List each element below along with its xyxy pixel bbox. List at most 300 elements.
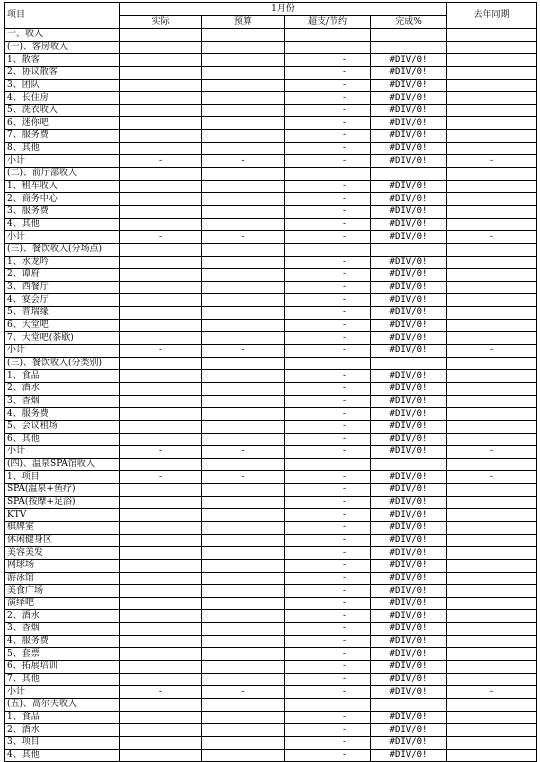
cell-variance[interactable]: -	[285, 648, 371, 661]
cell-actual[interactable]	[120, 382, 202, 395]
cell-last-year[interactable]	[447, 610, 537, 623]
cell-budget[interactable]	[202, 66, 285, 79]
cell-completion[interactable]: #DIV/0!	[371, 496, 447, 509]
cell-budget[interactable]	[202, 117, 285, 130]
cell-actual[interactable]	[120, 357, 202, 370]
cell-actual[interactable]: -	[120, 231, 202, 244]
cell-variance[interactable]	[285, 243, 371, 256]
cell-budget[interactable]	[202, 648, 285, 661]
cell-last-year[interactable]	[447, 698, 537, 711]
cell-last-year[interactable]	[447, 294, 537, 307]
cell-actual[interactable]	[120, 66, 202, 79]
cell-actual[interactable]	[120, 307, 202, 320]
cell-actual[interactable]	[120, 193, 202, 206]
table-row	[5, 749, 537, 762]
cell-variance[interactable]	[285, 168, 371, 181]
cell-completion[interactable]: #DIV/0!	[371, 382, 447, 395]
cell-budget[interactable]	[202, 698, 285, 711]
cell-budget[interactable]	[202, 357, 285, 370]
cell-variance[interactable]: -	[285, 104, 371, 117]
cell-completion[interactable]: #DIV/0!	[371, 281, 447, 294]
cell-budget[interactable]	[202, 395, 285, 408]
cell-last-year[interactable]	[447, 92, 537, 105]
cell-last-year[interactable]	[447, 243, 537, 256]
cell-variance[interactable]: -	[285, 521, 371, 534]
cell-budget[interactable]	[202, 711, 285, 724]
cell-variance[interactable]: -	[285, 92, 371, 105]
cell-budget[interactable]	[202, 370, 285, 383]
cell-completion[interactable]: #DIV/0!	[371, 433, 447, 446]
cell-actual[interactable]	[120, 41, 202, 54]
cell-actual[interactable]	[120, 130, 202, 143]
cell-last-year[interactable]	[447, 79, 537, 92]
cell-budget[interactable]	[202, 29, 285, 42]
cell-variance[interactable]	[285, 458, 371, 471]
cell-actual[interactable]	[120, 180, 202, 193]
cell-actual[interactable]: -	[120, 686, 202, 699]
cell-variance[interactable]: -	[285, 370, 371, 383]
cell-variance[interactable]: -	[285, 686, 371, 699]
cell-budget[interactable]	[202, 420, 285, 433]
cell-last-year[interactable]	[447, 661, 537, 674]
cell-last-year[interactable]	[447, 521, 537, 534]
cell-last-year[interactable]	[447, 395, 537, 408]
cell-last-year[interactable]	[447, 597, 537, 610]
cell-actual[interactable]	[120, 534, 202, 547]
cell-budget[interactable]	[202, 673, 285, 686]
cell-completion[interactable]: #DIV/0!	[371, 749, 447, 762]
cell-completion[interactable]: #DIV/0!	[371, 269, 447, 282]
cell-variance[interactable]: -	[285, 345, 371, 358]
cell-last-year[interactable]	[447, 433, 537, 446]
cell-completion[interactable]: #DIV/0!	[371, 345, 447, 358]
cell-last-year[interactable]	[447, 41, 537, 54]
cell-last-year[interactable]	[447, 104, 537, 117]
cell-budget[interactable]	[202, 307, 285, 320]
cell-actual[interactable]	[120, 736, 202, 749]
cell-variance[interactable]: -	[285, 661, 371, 674]
cell-actual[interactable]	[120, 597, 202, 610]
cell-completion[interactable]: #DIV/0!	[371, 648, 447, 661]
cell-actual[interactable]	[120, 256, 202, 269]
cell-variance[interactable]	[285, 698, 371, 711]
cell-variance[interactable]: -	[285, 294, 371, 307]
cell-completion[interactable]: #DIV/0!	[371, 610, 447, 623]
cell-actual[interactable]: -	[120, 155, 202, 168]
cell-last-year[interactable]	[447, 281, 537, 294]
cell-variance[interactable]: -	[285, 471, 371, 484]
cell-last-year[interactable]	[447, 205, 537, 218]
cell-last-year[interactable]	[447, 168, 537, 181]
cell-last-year[interactable]	[447, 534, 537, 547]
row-label: 美容美发	[5, 547, 120, 560]
cell-variance[interactable]: -	[285, 218, 371, 231]
cell-budget[interactable]	[202, 484, 285, 497]
cell-variance[interactable]: -	[285, 54, 371, 67]
cell-completion[interactable]: #DIV/0!	[371, 79, 447, 92]
cell-actual[interactable]	[120, 205, 202, 218]
cell-actual[interactable]: -	[120, 471, 202, 484]
cell-completion[interactable]: #DIV/0!	[371, 117, 447, 130]
cell-last-year[interactable]	[447, 585, 537, 598]
cell-completion[interactable]: #DIV/0!	[371, 446, 447, 459]
cell-last-year[interactable]	[447, 193, 537, 206]
cell-budget[interactable]	[202, 243, 285, 256]
cell-last-year[interactable]	[447, 54, 537, 67]
cell-last-year[interactable]	[447, 724, 537, 737]
cell-last-year[interactable]	[447, 559, 537, 572]
cell-actual[interactable]	[120, 724, 202, 737]
cell-variance[interactable]: -	[285, 307, 371, 320]
cell-last-year[interactable]	[447, 66, 537, 79]
cell-budget[interactable]	[202, 559, 285, 572]
cell-last-year[interactable]	[447, 711, 537, 724]
cell-variance[interactable]	[285, 29, 371, 42]
cell-last-year[interactable]	[447, 142, 537, 155]
cell-actual[interactable]	[120, 559, 202, 572]
cell-budget[interactable]	[202, 585, 285, 598]
cell-budget[interactable]	[202, 256, 285, 269]
cell-last-year[interactable]	[447, 496, 537, 509]
cell-actual[interactable]	[120, 104, 202, 117]
cell-budget[interactable]	[202, 635, 285, 648]
cell-last-year[interactable]	[447, 218, 537, 231]
cell-last-year[interactable]	[447, 357, 537, 370]
cell-actual[interactable]	[120, 698, 202, 711]
cell-completion[interactable]	[371, 243, 447, 256]
cell-budget[interactable]: -	[202, 446, 285, 459]
cell-actual[interactable]	[120, 623, 202, 636]
cell-budget[interactable]	[202, 193, 285, 206]
cell-completion[interactable]: #DIV/0!	[371, 104, 447, 117]
cell-actual[interactable]	[120, 711, 202, 724]
cell-completion[interactable]: #DIV/0!	[371, 218, 447, 231]
cell-variance[interactable]: -	[285, 155, 371, 168]
cell-completion[interactable]: #DIV/0!	[371, 370, 447, 383]
cell-variance[interactable]: -	[285, 319, 371, 332]
cell-budget[interactable]: -	[202, 686, 285, 699]
cell-actual[interactable]	[120, 243, 202, 256]
cell-budget[interactable]	[202, 597, 285, 610]
cell-variance[interactable]: -	[285, 420, 371, 433]
cell-actual[interactable]	[120, 54, 202, 67]
cell-variance[interactable]	[285, 41, 371, 54]
cell-variance[interactable]: -	[285, 585, 371, 598]
cell-budget[interactable]	[202, 281, 285, 294]
cell-last-year[interactable]	[447, 572, 537, 585]
cell-budget[interactable]	[202, 534, 285, 547]
cell-completion[interactable]	[371, 168, 447, 181]
cell-variance[interactable]: -	[285, 332, 371, 345]
cell-budget[interactable]	[202, 332, 285, 345]
cell-budget[interactable]	[202, 736, 285, 749]
cell-budget[interactable]	[202, 294, 285, 307]
cell-completion[interactable]: #DIV/0!	[371, 635, 447, 648]
cell-last-year[interactable]	[447, 256, 537, 269]
cell-variance[interactable]: -	[285, 117, 371, 130]
cell-last-year[interactable]: -	[447, 155, 537, 168]
cell-variance[interactable]: -	[285, 269, 371, 282]
cell-variance[interactable]: -	[285, 610, 371, 623]
cell-budget[interactable]	[202, 433, 285, 446]
cell-completion[interactable]	[371, 698, 447, 711]
cell-completion[interactable]: #DIV/0!	[371, 673, 447, 686]
cell-last-year[interactable]	[447, 370, 537, 383]
cell-last-year[interactable]	[447, 420, 537, 433]
cell-completion[interactable]: #DIV/0!	[371, 484, 447, 497]
row-label: 3、西餐厅	[5, 281, 120, 294]
cell-variance[interactable]: -	[285, 496, 371, 509]
cell-actual[interactable]	[120, 420, 202, 433]
cell-variance[interactable]: -	[285, 281, 371, 294]
cell-variance[interactable]: -	[285, 597, 371, 610]
cell-completion[interactable]: #DIV/0!	[371, 471, 447, 484]
cell-variance[interactable]: -	[285, 724, 371, 737]
cell-budget[interactable]: -	[202, 231, 285, 244]
cell-variance[interactable]: -	[285, 395, 371, 408]
cell-completion[interactable]: #DIV/0!	[371, 180, 447, 193]
cell-variance[interactable]: -	[285, 193, 371, 206]
cell-actual[interactable]	[120, 673, 202, 686]
cell-last-year[interactable]	[447, 458, 537, 471]
row-label: 2、酒水	[5, 610, 120, 623]
cell-actual[interactable]	[120, 433, 202, 446]
cell-variance[interactable]: -	[285, 635, 371, 648]
cell-variance[interactable]: -	[285, 572, 371, 585]
cell-budget[interactable]	[202, 458, 285, 471]
cell-completion[interactable]	[371, 41, 447, 54]
cell-variance[interactable]: -	[285, 130, 371, 143]
cell-last-year[interactable]	[447, 484, 537, 497]
cell-budget[interactable]	[202, 749, 285, 762]
cell-actual[interactable]	[120, 332, 202, 345]
cell-actual[interactable]	[120, 294, 202, 307]
cell-last-year[interactable]	[447, 332, 537, 345]
cell-last-year[interactable]	[447, 29, 537, 42]
cell-completion[interactable]: #DIV/0!	[371, 686, 447, 699]
cell-budget[interactable]	[202, 130, 285, 143]
cell-last-year[interactable]: -	[447, 686, 537, 699]
cell-variance[interactable]: -	[285, 446, 371, 459]
cell-variance[interactable]	[285, 357, 371, 370]
cell-completion[interactable]: #DIV/0!	[371, 597, 447, 610]
cell-actual[interactable]	[120, 269, 202, 282]
cell-actual[interactable]	[120, 29, 202, 42]
cell-budget[interactable]	[202, 521, 285, 534]
cell-last-year[interactable]: -	[447, 471, 537, 484]
cell-budget[interactable]	[202, 572, 285, 585]
cell-budget[interactable]	[202, 408, 285, 421]
cell-variance[interactable]: -	[285, 559, 371, 572]
cell-actual[interactable]: -	[120, 345, 202, 358]
cell-completion[interactable]: #DIV/0!	[371, 294, 447, 307]
cell-variance[interactable]: -	[285, 231, 371, 244]
cell-actual[interactable]	[120, 648, 202, 661]
cell-actual[interactable]	[120, 92, 202, 105]
cell-variance[interactable]: -	[285, 711, 371, 724]
cell-completion[interactable]: #DIV/0!	[371, 130, 447, 143]
cell-completion[interactable]: #DIV/0!	[371, 559, 447, 572]
cell-last-year[interactable]	[447, 635, 537, 648]
cell-actual[interactable]	[120, 117, 202, 130]
cell-budget[interactable]	[202, 168, 285, 181]
cell-budget[interactable]	[202, 79, 285, 92]
cell-completion[interactable]: #DIV/0!	[371, 420, 447, 433]
cell-budget[interactable]	[202, 104, 285, 117]
cell-completion[interactable]: #DIV/0!	[371, 395, 447, 408]
cell-variance[interactable]: -	[285, 205, 371, 218]
cell-completion[interactable]: #DIV/0!	[371, 547, 447, 560]
cell-actual[interactable]	[120, 749, 202, 762]
cell-budget[interactable]	[202, 661, 285, 674]
cell-actual[interactable]	[120, 661, 202, 674]
cell-budget[interactable]	[202, 610, 285, 623]
cell-actual[interactable]	[120, 521, 202, 534]
cell-actual[interactable]	[120, 635, 202, 648]
row-label: 3、服务费	[5, 205, 120, 218]
cell-completion[interactable]: #DIV/0!	[371, 54, 447, 67]
cell-completion[interactable]: #DIV/0!	[371, 534, 447, 547]
cell-variance[interactable]: -	[285, 382, 371, 395]
cell-variance[interactable]: -	[285, 623, 371, 636]
cell-actual[interactable]	[120, 395, 202, 408]
cell-actual[interactable]	[120, 484, 202, 497]
cell-budget[interactable]	[202, 496, 285, 509]
cell-last-year[interactable]	[447, 382, 537, 395]
cell-last-year[interactable]: -	[447, 345, 537, 358]
cell-variance[interactable]: -	[285, 749, 371, 762]
table-row	[5, 79, 537, 92]
cell-completion[interactable]: #DIV/0!	[371, 193, 447, 206]
cell-completion[interactable]: #DIV/0!	[371, 661, 447, 674]
cell-budget[interactable]	[202, 319, 285, 332]
cell-variance[interactable]: -	[285, 66, 371, 79]
cell-last-year[interactable]	[447, 648, 537, 661]
cell-actual[interactable]	[120, 142, 202, 155]
cell-last-year[interactable]	[447, 736, 537, 749]
cell-actual[interactable]	[120, 572, 202, 585]
row-label: SPA(温泉+鱼疗)	[5, 484, 120, 497]
cell-last-year[interactable]	[447, 307, 537, 320]
cell-last-year[interactable]: -	[447, 231, 537, 244]
cell-completion[interactable]	[371, 29, 447, 42]
cell-last-year[interactable]	[447, 509, 537, 522]
cell-variance[interactable]: -	[285, 736, 371, 749]
cell-variance[interactable]: -	[285, 433, 371, 446]
cell-actual[interactable]	[120, 319, 202, 332]
cell-last-year[interactable]	[447, 117, 537, 130]
cell-completion[interactable]	[371, 458, 447, 471]
cell-completion[interactable]: #DIV/0!	[371, 509, 447, 522]
cell-completion[interactable]: #DIV/0!	[371, 736, 447, 749]
cell-completion[interactable]: #DIV/0!	[371, 92, 447, 105]
cell-budget[interactable]: -	[202, 471, 285, 484]
cell-budget[interactable]	[202, 269, 285, 282]
cell-last-year[interactable]	[447, 408, 537, 421]
cell-completion[interactable]: #DIV/0!	[371, 142, 447, 155]
cell-completion[interactable]: #DIV/0!	[371, 572, 447, 585]
cell-variance[interactable]: -	[285, 408, 371, 421]
cell-actual[interactable]	[120, 370, 202, 383]
cell-variance[interactable]: -	[285, 79, 371, 92]
cell-completion[interactable]: #DIV/0!	[371, 155, 447, 168]
cell-actual[interactable]	[120, 496, 202, 509]
cell-budget[interactable]	[202, 54, 285, 67]
table-row	[5, 130, 537, 143]
cell-actual[interactable]	[120, 218, 202, 231]
cell-completion[interactable]: #DIV/0!	[371, 319, 447, 332]
cell-budget[interactable]	[202, 382, 285, 395]
cell-budget[interactable]	[202, 180, 285, 193]
cell-completion[interactable]: #DIV/0!	[371, 521, 447, 534]
cell-completion[interactable]: #DIV/0!	[371, 332, 447, 345]
cell-completion[interactable]: #DIV/0!	[371, 205, 447, 218]
cell-last-year[interactable]	[447, 623, 537, 636]
cell-budget[interactable]	[202, 509, 285, 522]
cell-actual[interactable]	[120, 547, 202, 560]
cell-completion[interactable]: #DIV/0!	[371, 711, 447, 724]
cell-variance[interactable]: -	[285, 484, 371, 497]
cell-last-year[interactable]	[447, 319, 537, 332]
cell-budget[interactable]	[202, 41, 285, 54]
cell-variance[interactable]: -	[285, 509, 371, 522]
cell-budget[interactable]	[202, 724, 285, 737]
cell-actual[interactable]: -	[120, 446, 202, 459]
cell-budget[interactable]	[202, 623, 285, 636]
cell-actual[interactable]	[120, 585, 202, 598]
table-row	[5, 92, 537, 105]
cell-completion[interactable]	[371, 357, 447, 370]
cell-budget[interactable]: -	[202, 345, 285, 358]
cell-actual[interactable]	[120, 168, 202, 181]
cell-actual[interactable]	[120, 610, 202, 623]
cell-variance[interactable]: -	[285, 534, 371, 547]
cell-last-year[interactable]	[447, 749, 537, 762]
cell-completion[interactable]: #DIV/0!	[371, 724, 447, 737]
cell-budget[interactable]	[202, 92, 285, 105]
cell-actual[interactable]	[120, 408, 202, 421]
cell-variance[interactable]: -	[285, 547, 371, 560]
cell-last-year[interactable]	[447, 269, 537, 282]
cell-budget[interactable]	[202, 205, 285, 218]
cell-variance[interactable]: -	[285, 256, 371, 269]
cell-completion[interactable]: #DIV/0!	[371, 623, 447, 636]
cell-budget[interactable]: -	[202, 155, 285, 168]
cell-actual[interactable]	[120, 458, 202, 471]
table-row	[5, 509, 537, 522]
cell-last-year[interactable]: -	[447, 446, 537, 459]
cell-last-year[interactable]	[447, 547, 537, 560]
cell-completion[interactable]: #DIV/0!	[371, 408, 447, 421]
cell-completion[interactable]: #DIV/0!	[371, 307, 447, 320]
cell-last-year[interactable]	[447, 180, 537, 193]
cell-completion[interactable]: #DIV/0!	[371, 256, 447, 269]
cell-actual[interactable]	[120, 281, 202, 294]
cell-variance[interactable]: -	[285, 673, 371, 686]
cell-budget[interactable]	[202, 142, 285, 155]
cell-completion[interactable]: #DIV/0!	[371, 66, 447, 79]
cell-variance[interactable]: -	[285, 142, 371, 155]
cell-actual[interactable]	[120, 79, 202, 92]
cell-budget[interactable]	[202, 547, 285, 560]
cell-last-year[interactable]	[447, 673, 537, 686]
cell-actual[interactable]	[120, 509, 202, 522]
cell-completion[interactable]: #DIV/0!	[371, 585, 447, 598]
cell-last-year[interactable]	[447, 130, 537, 143]
cell-variance[interactable]: -	[285, 180, 371, 193]
cell-budget[interactable]	[202, 218, 285, 231]
cell-completion[interactable]: #DIV/0!	[371, 231, 447, 244]
